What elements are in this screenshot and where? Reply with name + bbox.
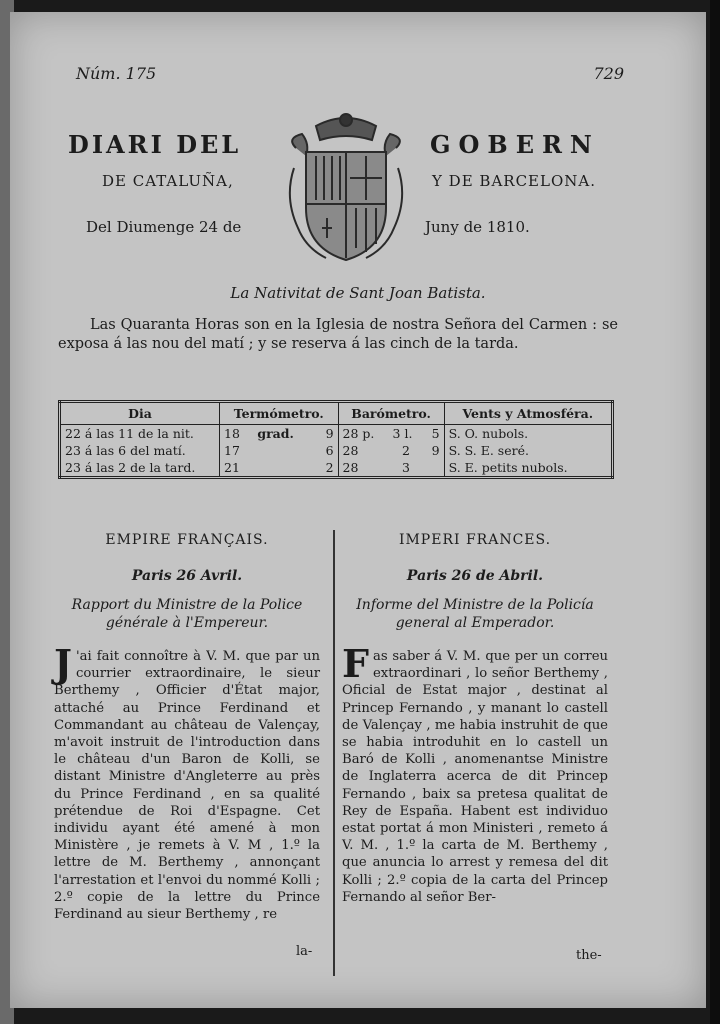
left-dropcap: J bbox=[54, 641, 72, 686]
newspaper-page bbox=[10, 12, 706, 1008]
page-edge bbox=[710, 0, 720, 1024]
table-row bbox=[60, 459, 613, 478]
cell-thermo-fraction: 9 bbox=[315, 425, 338, 443]
weather-table bbox=[58, 400, 614, 479]
masthead-title-right: GOBERN bbox=[430, 130, 600, 159]
right-column-subheading: Informe del Ministre de la Policía general al Emperador. bbox=[356, 597, 594, 631]
header-day: Dia bbox=[60, 402, 220, 425]
masthead-date-right: Juny de 1810. bbox=[425, 218, 530, 236]
masthead-subtitle-right: Y DE BARCELONA. bbox=[432, 172, 596, 190]
cell-baro-lines: 3 bbox=[402, 460, 410, 475]
cell-baro-fraction: 5 bbox=[423, 425, 444, 443]
cell-thermo-unit: grad. bbox=[257, 426, 294, 441]
column-divider bbox=[333, 530, 335, 976]
cell-wind: S. E. petits nubols. bbox=[448, 460, 568, 475]
table-row bbox=[60, 442, 613, 459]
right-body-text: as saber á V. M. que per un correu extraordinari , lo señor Berthemy , Oficial de Estat major , destinat al Princep Fernando , y manant lo castell de Valençay , me habia instruhit de que se habia introduhit en lo castell un Baró de Kolli , anomenantse Ministre de Inglaterra acerca de dit Princep Fernando , baix sa pretesa qualitat de Rey de España. Habent est individuo estat portat á mon Ministeri , remeto á V. M. , 1.º la carta de M. Berthemy , que anuncia lo arrest y remesa del dit Kolli ; 2.º copia de la carta del Princep Fernando al señor Ber- bbox=[342, 649, 608, 905]
cell-thermo: 17 bbox=[224, 443, 240, 458]
left-column-dateline: Paris 26 Avril. bbox=[131, 568, 243, 584]
cell-baro-fraction bbox=[423, 459, 444, 478]
cell-baro-lines: 2 bbox=[402, 443, 410, 458]
cell-wind: S. O. nubols. bbox=[448, 426, 529, 441]
left-catchword: la- bbox=[296, 944, 313, 959]
page-number: 729 bbox=[593, 64, 624, 83]
cell-baro: 28 bbox=[342, 460, 359, 475]
cell-wind: S. S. E. seré. bbox=[448, 443, 529, 458]
masthead-title-left: DIARI DEL bbox=[68, 130, 242, 159]
left-body-text: 'ai fait connoître à V. M. que par un courrier extraordinaire, le sieur Berthemy , Officier d'État major, attaché au Prince Ferdinand et Commandant au château de Valençay, m'avoit instruit de l'introduction dans le château d'un Baron de Kolli, se distant Ministre d'Angleterre au près du Prince Ferdinand , en sa qualité prétendue de Roi d'Espagne. Cet individu ayant été amené à mon Ministère , je remets à V. M , 1.º la lettre de M. Berthemy , annonçant l'arrestation et l'envoi du nommé Kolli ; 2.º copie de la lettre du Prince Ferdinand au sieur Berthemy , re bbox=[54, 649, 320, 923]
table-row bbox=[60, 425, 613, 443]
feast-day-line: La Nativitat de Sant Joan Batista. bbox=[230, 284, 486, 302]
cell-baro: 28 bbox=[342, 443, 359, 458]
cell-thermo-fraction: 2 bbox=[315, 459, 338, 478]
left-column-body bbox=[54, 641, 320, 923]
cell-thermo-unit bbox=[253, 442, 315, 459]
left-column-heading: EMPIRE FRANÇAIS. bbox=[105, 532, 269, 548]
coat-of-arms-icon bbox=[276, 108, 416, 268]
right-column-dateline: Paris 26 de Abril. bbox=[406, 568, 544, 584]
announcement-paragraph: Las Quaranta Horas son en la Iglesia de nostra Señora del Carmen : se exposa á las nou del matí ; y se reserva á las cinch de la tarda. bbox=[58, 317, 618, 352]
right-catchword: the- bbox=[576, 948, 602, 963]
masthead-date-left: Del Diumenge 24 de bbox=[86, 218, 242, 236]
cell-baro: 28 p. bbox=[342, 426, 375, 441]
cell-baro-fraction: 9 bbox=[423, 442, 444, 459]
cell-thermo: 18 bbox=[224, 426, 240, 441]
header-thermometer: Termómetro. bbox=[220, 402, 339, 425]
left-column-subheading: Rapport du Ministre de la Police générale à l'Empereur. bbox=[71, 597, 303, 631]
right-dropcap: F bbox=[342, 641, 369, 686]
cell-day: 22 á las 11 de la nit. bbox=[60, 425, 220, 443]
cell-day: 23 á las 2 de la tard. bbox=[60, 459, 220, 478]
cell-baro-lines: 3 l. bbox=[392, 426, 413, 441]
masthead-subtitle-left: DE CATALUÑA, bbox=[102, 172, 234, 190]
cell-day: 23 á las 6 del matí. bbox=[60, 442, 220, 459]
right-column-body bbox=[342, 641, 608, 906]
cell-thermo: 21 bbox=[224, 460, 240, 475]
issue-number: Núm. 175 bbox=[76, 64, 157, 83]
cell-thermo-fraction: 6 bbox=[315, 442, 338, 459]
header-winds: Vents y Atmosféra. bbox=[444, 402, 612, 425]
header-barometer: Barómetro. bbox=[338, 402, 444, 425]
right-column-heading: IMPERI FRANCES. bbox=[398, 532, 552, 548]
cell-thermo-unit bbox=[253, 459, 315, 478]
